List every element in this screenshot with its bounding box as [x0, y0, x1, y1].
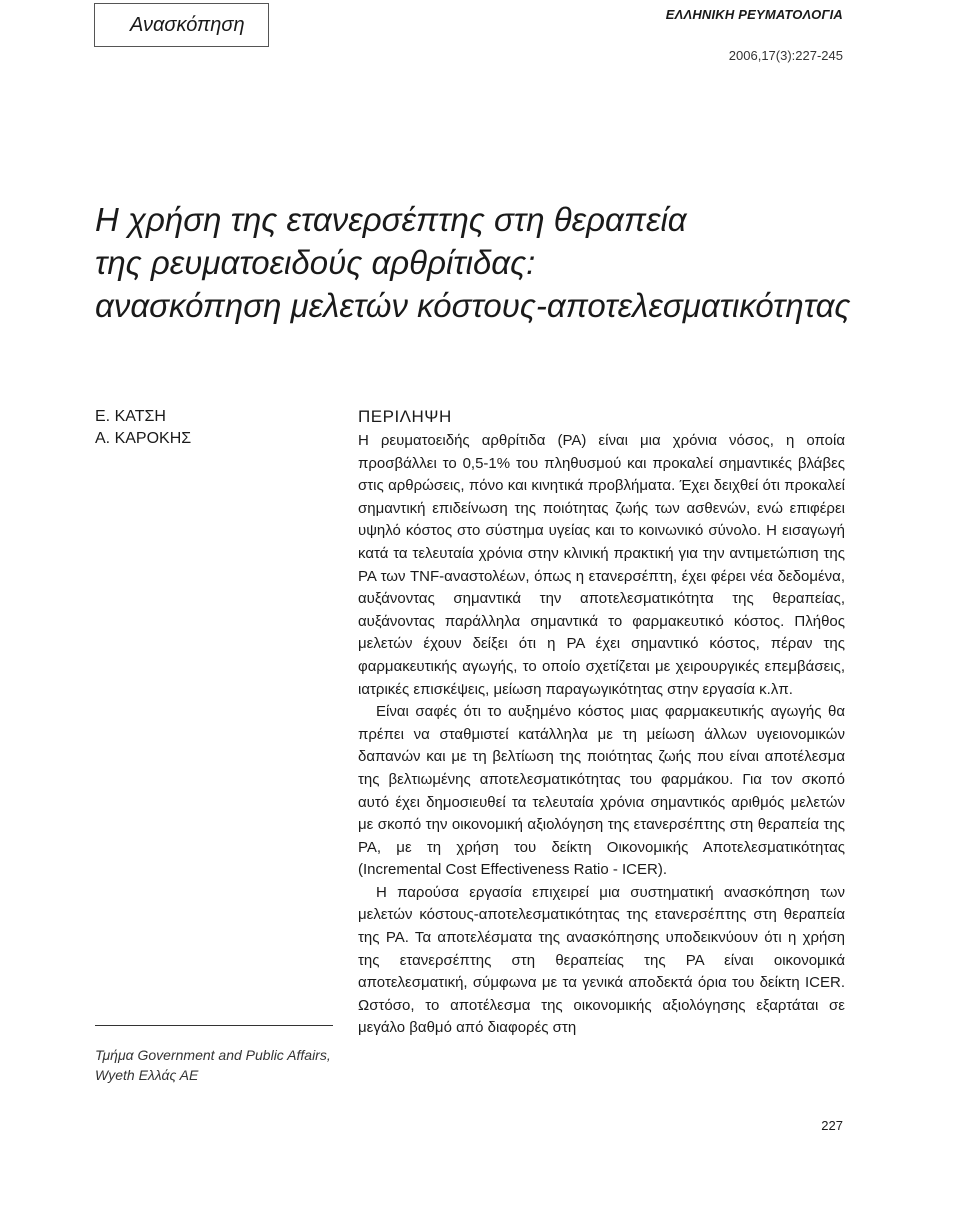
journal-name: ΕΛΛΗΝΙΚΗ ΡΕΥΜΑΤΟΛΟΓΙΑ: [665, 7, 843, 22]
title-line: Η χρήση της ετανερσέπτης στη θεραπεία: [95, 201, 687, 238]
citation: 2006,17(3):227-245: [728, 48, 843, 63]
author: Ε. ΚΑΤΣΗ: [95, 408, 166, 425]
abstract-paragraph: Είναι σαφές ότι το αυξημένο κόστος μιας φαρμακευτικής αγωγής θα πρέπει να σταθμιστεί κατάλληλα με τη μείωση άλλων υγειονομικών δαπανών και με τη βελτίωση της ποιότητας ζωής που είναι αποτέλεσμα της βελτιωμένης αποτελεσματικότητας του φαρμάκου. Για τον σκοπό αυτό έχει δημοσιευθεί τα τελευταία χρόνια σημαντικός αριθμός μελετών με σκοπό την οικονομική αξιολόγηση της ετανερσέπτης στη θεραπεία της ΡΑ, με τη χρήση του δείκτη Οικονομικής Αποτελεσματικότητας (Incremental Cost Effectiveness Ratio - ICER).: [358, 703, 845, 879]
section-label: Ανασκόπηση: [130, 13, 245, 36]
title-line: της ρευματοειδούς αρθρίτιδας:: [95, 244, 536, 281]
abstract: [358, 406, 845, 1040]
page-number: 227: [821, 1118, 843, 1133]
affiliation-line: Τμήμα Government and Public Affairs,: [95, 1047, 331, 1063]
title-line: ανασκόπηση μελετών κόστους-αποτελεσματικότητας: [95, 287, 851, 324]
authors: [95, 406, 191, 450]
affiliation-line: Wyeth Ελλάς ΑΕ: [95, 1067, 199, 1083]
section-label-box: [94, 3, 269, 47]
abstract-paragraph: Η παρούσα εργασία επιχειρεί μια συστηματική ανασκόπηση των μελετών κόστους-αποτελεσματικότητας της ετανερσέπτης στη θεραπεία της ΡΑ. Τα αποτελέσματα της ανασκόπησης υποδεικνύουν ότι η χρήση της ετανερσέπτης στη θεραπείας της ΡΑ είναι οικονομικά αποτελεσματική, σύμφωνα με τα γενικά αποδεκτά όρια του δείκτη ICER. Ωστόσο, το αποτέλεσμα της οικονομικής αξιολόγησης εξαρτάται σε μεγάλο βαθμό από διαφορές στη: [358, 883, 845, 1037]
abstract-paragraph: Η ρευματοειδής αρθρίτιδα (ΡΑ) είναι μια χρόνια νόσος, η οποία προσβάλλει το 0,5-1% του πληθυσμού και προκαλεί σημαντικές βλάβες στις αρθρώσεις, πόνο και κινητικά προβλήματα. Έχει δειχθεί ότι προκαλεί σημαντική επιδείνωση της ποιότητας ζωής των ασθενών, ενώ επιφέρει υψηλό κόστος στο σύστημα υγείας και το κοινωνικό σύνολο. Η εισαγωγή κατά τα τελευταία χρόνια στην κλινική πρακτική για την αντιμετώπιση της ΡΑ των TNF-αναστολέων, όπως η ετανερσέπτη, έχει φέρει νέα δεδομένα, αυξάνοντας σημαντικά την αποτελεσματικότητα της θεραπείας, αυξάνοντας παράλληλα σημαντικά το φαρμακευτικό κόστος. Πλήθος μελετών έχουν δείξει ότι η ΡΑ έχει σημαντικό κόστος, πέραν της φαρμακευτικής αγωγής, το οποίο σχετίζεται με χειρουργικές επεμβάσεις, ιατρικές επισκέψεις, μείωση παραγωγικότητας στην εργασία κ.λπ.: [358, 432, 845, 698]
author: Α. ΚΑΡΟΚΗΣ: [95, 430, 192, 447]
abstract-heading: ΠΕΡΙΛΗΨΗ: [358, 407, 452, 426]
article-title: [95, 198, 895, 327]
affiliation-divider: [95, 1025, 333, 1026]
affiliation: [95, 1045, 345, 1085]
